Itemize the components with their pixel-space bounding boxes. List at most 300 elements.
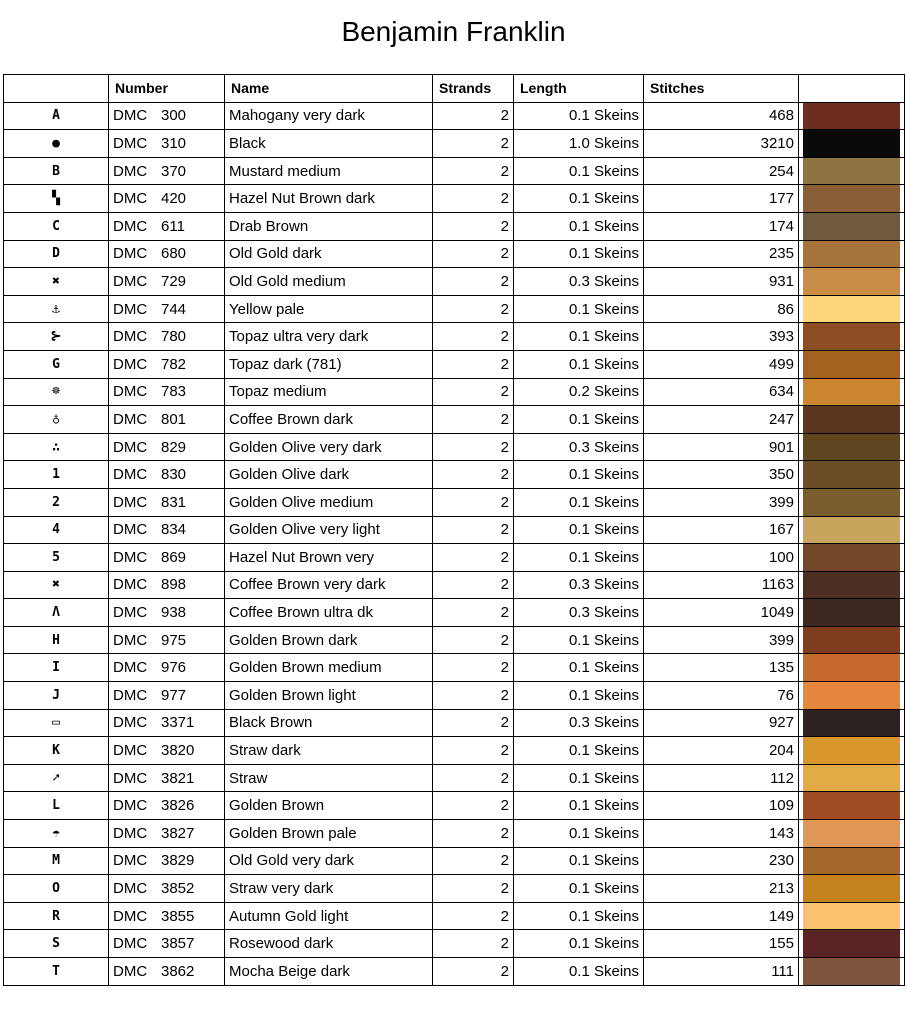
thread-brand: DMC	[113, 162, 148, 180]
table-row	[4, 654, 905, 682]
thread-code: 898	[161, 576, 187, 594]
length-value: 0.1 Skeins	[514, 930, 644, 958]
color-swatch-cell	[799, 406, 905, 434]
stitches-value: 109	[644, 792, 799, 820]
color-swatch-cell	[799, 930, 905, 958]
color-swatch	[803, 737, 900, 764]
thread-code: 783	[161, 383, 187, 401]
chart-symbol: ⚓	[4, 295, 109, 323]
length-value: 0.1 Skeins	[514, 792, 644, 820]
color-swatch-cell	[799, 792, 905, 820]
stitches-value: 254	[644, 157, 799, 185]
strands-value: 2	[433, 378, 514, 406]
chart-symbol: ▚	[4, 185, 109, 213]
stitches-value: 111	[644, 958, 799, 986]
color-swatch	[803, 820, 900, 847]
stitches-value: 1049	[644, 599, 799, 627]
thread-brand: DMC	[113, 880, 148, 898]
thread-code: 976	[161, 659, 187, 677]
thread-brand: DMC	[113, 659, 148, 677]
color-swatch	[803, 103, 900, 130]
thread-code: 977	[161, 686, 187, 704]
table-row	[4, 378, 905, 406]
chart-symbol: T	[4, 958, 109, 986]
color-swatch-cell	[799, 268, 905, 296]
table-row	[4, 461, 905, 489]
thread-name: Mahogany very dark	[225, 102, 433, 130]
stitches-value: 174	[644, 212, 799, 240]
stitches-value: 3210	[644, 130, 799, 158]
thread-number	[109, 875, 225, 903]
length-value: 0.3 Skeins	[514, 433, 644, 461]
thread-number	[109, 378, 225, 406]
table-row	[4, 820, 905, 848]
strands-value: 2	[433, 406, 514, 434]
thread-brand: DMC	[113, 134, 148, 152]
strands-value: 2	[433, 323, 514, 351]
thread-code: 3821	[161, 769, 195, 787]
table-row	[4, 902, 905, 930]
strands-value: 2	[433, 902, 514, 930]
thread-number	[109, 820, 225, 848]
color-swatch-cell	[799, 157, 905, 185]
table-row	[4, 792, 905, 820]
thread-number	[109, 516, 225, 544]
length-value: 0.1 Skeins	[514, 902, 644, 930]
chart-symbol: 1	[4, 461, 109, 489]
table-row	[4, 130, 905, 158]
stitches-value: 901	[644, 433, 799, 461]
thread-name: Old Gold medium	[225, 268, 433, 296]
thread-number	[109, 682, 225, 710]
length-value: 0.1 Skeins	[514, 185, 644, 213]
thread-name: Old Gold very dark	[225, 847, 433, 875]
stitches-value: 399	[644, 488, 799, 516]
thread-code: 310	[161, 134, 187, 152]
color-swatch	[803, 241, 900, 268]
strands-value: 2	[433, 516, 514, 544]
color-swatch-cell	[799, 516, 905, 544]
thread-number	[109, 930, 225, 958]
color-swatch	[803, 958, 900, 985]
strands-value: 2	[433, 102, 514, 130]
thread-code: 3862	[161, 962, 195, 980]
color-swatch-cell	[799, 433, 905, 461]
strands-value: 2	[433, 875, 514, 903]
color-swatch	[803, 682, 900, 709]
table-row	[4, 847, 905, 875]
stitches-value: 235	[644, 240, 799, 268]
color-swatch-cell	[799, 571, 905, 599]
thread-name: Drab Brown	[225, 212, 433, 240]
thread-name: Mocha Beige dark	[225, 958, 433, 986]
thread-name: Golden Olive very dark	[225, 433, 433, 461]
thread-name: Topaz dark (781)	[225, 350, 433, 378]
length-value: 0.1 Skeins	[514, 516, 644, 544]
thread-number	[109, 599, 225, 627]
color-swatch	[803, 517, 900, 544]
strands-value: 2	[433, 709, 514, 737]
thread-name: Old Gold dark	[225, 240, 433, 268]
thread-number	[109, 212, 225, 240]
thread-code: 3827	[161, 824, 195, 842]
table-row	[4, 350, 905, 378]
thread-code: 300	[161, 107, 187, 125]
thread-code: 3820	[161, 742, 195, 760]
strands-value: 2	[433, 930, 514, 958]
color-swatch	[803, 351, 900, 378]
length-value: 0.1 Skeins	[514, 958, 644, 986]
table-row	[4, 516, 905, 544]
thread-code: 975	[161, 631, 187, 649]
thread-brand: DMC	[113, 355, 148, 373]
color-swatch	[803, 379, 900, 406]
thread-brand: DMC	[113, 576, 148, 594]
chart-symbol: 5	[4, 544, 109, 572]
thread-brand: DMC	[113, 190, 148, 208]
stitches-value: 931	[644, 268, 799, 296]
thread-code: 729	[161, 272, 187, 290]
thread-code: 611	[161, 217, 185, 235]
chart-symbol: G	[4, 350, 109, 378]
length-value: 0.1 Skeins	[514, 323, 644, 351]
thread-name: Golden Brown	[225, 792, 433, 820]
stitches-value: 393	[644, 323, 799, 351]
thread-brand: DMC	[113, 438, 148, 456]
stitches-value: 1163	[644, 571, 799, 599]
thread-code: 420	[161, 190, 187, 208]
length-value: 1.0 Skeins	[514, 130, 644, 158]
thread-number	[109, 102, 225, 130]
color-swatch	[803, 875, 900, 902]
color-swatch-cell	[799, 488, 905, 516]
table-row	[4, 433, 905, 461]
strands-value: 2	[433, 958, 514, 986]
header-strands: Strands	[433, 75, 514, 103]
color-swatch-cell	[799, 820, 905, 848]
stitches-value: 149	[644, 902, 799, 930]
thread-brand: DMC	[113, 962, 148, 980]
length-value: 0.1 Skeins	[514, 295, 644, 323]
thread-brand: DMC	[113, 466, 148, 484]
length-value: 0.2 Skeins	[514, 378, 644, 406]
table-row	[4, 599, 905, 627]
thread-number	[109, 571, 225, 599]
length-value: 0.1 Skeins	[514, 737, 644, 765]
strands-value: 2	[433, 737, 514, 765]
thread-name: Yellow pale	[225, 295, 433, 323]
header-color	[799, 75, 905, 103]
color-swatch	[803, 130, 900, 157]
color-swatch	[803, 848, 900, 875]
thread-name: Topaz ultra very dark	[225, 323, 433, 351]
thread-code: 829	[161, 438, 187, 456]
header-symbol	[4, 75, 109, 103]
thread-code: 370	[161, 162, 187, 180]
thread-number	[109, 902, 225, 930]
color-swatch	[803, 296, 900, 323]
thread-number	[109, 626, 225, 654]
table-row	[4, 157, 905, 185]
strands-value: 2	[433, 626, 514, 654]
strands-value: 2	[433, 544, 514, 572]
color-swatch	[803, 158, 900, 185]
table-row	[4, 544, 905, 572]
thread-name: Golden Brown dark	[225, 626, 433, 654]
thread-number	[109, 350, 225, 378]
length-value: 0.1 Skeins	[514, 461, 644, 489]
chart-symbol: Λ	[4, 599, 109, 627]
thread-code: 834	[161, 521, 187, 539]
thread-brand: DMC	[113, 686, 148, 704]
stitches-value: 135	[644, 654, 799, 682]
thread-code: 831	[161, 493, 187, 511]
stitches-value: 634	[644, 378, 799, 406]
thread-legend-table	[3, 74, 905, 986]
color-swatch-cell	[799, 378, 905, 406]
strands-value: 2	[433, 682, 514, 710]
chart-symbol: ➚	[4, 764, 109, 792]
color-swatch-cell	[799, 102, 905, 130]
thread-code: 938	[161, 604, 187, 622]
color-swatch-cell	[799, 626, 905, 654]
thread-name: Golden Brown pale	[225, 820, 433, 848]
table-row	[4, 295, 905, 323]
chart-symbol: ∴	[4, 433, 109, 461]
thread-number	[109, 323, 225, 351]
table-row	[4, 212, 905, 240]
thread-code: 869	[161, 548, 187, 566]
color-swatch-cell	[799, 709, 905, 737]
color-swatch	[803, 710, 900, 737]
color-swatch-cell	[799, 847, 905, 875]
table-row	[4, 682, 905, 710]
table-row	[4, 102, 905, 130]
thread-brand: DMC	[113, 824, 148, 842]
color-swatch-cell	[799, 295, 905, 323]
color-swatch	[803, 765, 900, 792]
chart-symbol: ✖	[4, 268, 109, 296]
length-value: 0.1 Skeins	[514, 406, 644, 434]
chart-symbol: O	[4, 875, 109, 903]
color-swatch	[803, 572, 900, 599]
table-row	[4, 571, 905, 599]
chart-symbol: ⊱	[4, 323, 109, 351]
color-swatch-cell	[799, 185, 905, 213]
color-swatch-cell	[799, 240, 905, 268]
thread-code: 680	[161, 245, 187, 263]
color-swatch	[803, 434, 900, 461]
length-value: 0.1 Skeins	[514, 626, 644, 654]
header-name: Name	[225, 75, 433, 103]
thread-name: Black Brown	[225, 709, 433, 737]
page-title: Benjamin Franklin	[341, 16, 566, 47]
thread-number	[109, 185, 225, 213]
table-row	[4, 930, 905, 958]
thread-brand: DMC	[113, 493, 148, 511]
color-swatch	[803, 654, 900, 681]
thread-code: 3829	[161, 852, 195, 870]
color-swatch-cell	[799, 682, 905, 710]
stitches-value: 213	[644, 875, 799, 903]
header-number: Number	[109, 75, 225, 103]
color-swatch	[803, 489, 900, 516]
thread-brand: DMC	[113, 300, 148, 318]
thread-code: 3852	[161, 880, 195, 898]
thread-number	[109, 268, 225, 296]
length-value: 0.1 Skeins	[514, 682, 644, 710]
thread-brand: DMC	[113, 217, 148, 235]
thread-name: Straw	[225, 764, 433, 792]
chart-symbol: I	[4, 654, 109, 682]
color-swatch	[803, 599, 900, 626]
length-value: 0.3 Skeins	[514, 571, 644, 599]
strands-value: 2	[433, 820, 514, 848]
thread-brand: DMC	[113, 272, 148, 290]
thread-code: 3826	[161, 797, 195, 815]
thread-number	[109, 461, 225, 489]
strands-value: 2	[433, 654, 514, 682]
table-row	[4, 875, 905, 903]
color-swatch	[803, 903, 900, 930]
stitches-value: 177	[644, 185, 799, 213]
thread-number	[109, 847, 225, 875]
table-row	[4, 268, 905, 296]
length-value: 0.1 Skeins	[514, 212, 644, 240]
stitches-value: 143	[644, 820, 799, 848]
header-length: Length	[514, 75, 644, 103]
strands-value: 2	[433, 433, 514, 461]
stitches-value: 247	[644, 406, 799, 434]
thread-name: Mustard medium	[225, 157, 433, 185]
color-swatch-cell	[799, 323, 905, 351]
thread-brand: DMC	[113, 631, 148, 649]
chart-symbol: D	[4, 240, 109, 268]
thread-number	[109, 295, 225, 323]
stitches-value: 155	[644, 930, 799, 958]
thread-name: Straw dark	[225, 737, 433, 765]
stitches-value: 230	[644, 847, 799, 875]
thread-number	[109, 488, 225, 516]
table-row	[4, 406, 905, 434]
stitches-value: 927	[644, 709, 799, 737]
thread-name: Topaz medium	[225, 378, 433, 406]
thread-number	[109, 958, 225, 986]
table-row	[4, 709, 905, 737]
stitches-value: 76	[644, 682, 799, 710]
thread-brand: DMC	[113, 410, 148, 428]
thread-brand: DMC	[113, 548, 148, 566]
color-swatch-cell	[799, 764, 905, 792]
color-swatch	[803, 323, 900, 350]
color-swatch-cell	[799, 958, 905, 986]
table-row	[4, 185, 905, 213]
color-swatch-cell	[799, 212, 905, 240]
header-stitches: Stitches	[644, 75, 799, 103]
chart-symbol: L	[4, 792, 109, 820]
color-swatch-cell	[799, 544, 905, 572]
header-row	[4, 75, 905, 103]
stitches-value: 86	[644, 295, 799, 323]
thread-name: Golden Olive dark	[225, 461, 433, 489]
thread-brand: DMC	[113, 852, 148, 870]
length-value: 0.1 Skeins	[514, 488, 644, 516]
strands-value: 2	[433, 130, 514, 158]
thread-code: 801	[161, 410, 187, 428]
stitches-value: 350	[644, 461, 799, 489]
color-swatch-cell	[799, 461, 905, 489]
table-row	[4, 240, 905, 268]
stitches-value: 204	[644, 737, 799, 765]
thread-brand: DMC	[113, 714, 148, 732]
length-value: 0.1 Skeins	[514, 157, 644, 185]
thread-name: Hazel Nut Brown very	[225, 544, 433, 572]
strands-value: 2	[433, 461, 514, 489]
strands-value: 2	[433, 268, 514, 296]
stitches-value: 112	[644, 764, 799, 792]
thread-name: Black	[225, 130, 433, 158]
length-value: 0.3 Skeins	[514, 599, 644, 627]
thread-brand: DMC	[113, 245, 148, 263]
chart-symbol: J	[4, 682, 109, 710]
color-swatch	[803, 461, 900, 488]
strands-value: 2	[433, 599, 514, 627]
strands-value: 2	[433, 571, 514, 599]
strands-value: 2	[433, 488, 514, 516]
color-swatch	[803, 544, 900, 571]
chart-symbol: ♁	[4, 406, 109, 434]
stitches-value: 499	[644, 350, 799, 378]
thread-brand: DMC	[113, 769, 148, 787]
thread-number	[109, 130, 225, 158]
thread-code: 3855	[161, 907, 195, 925]
thread-number	[109, 709, 225, 737]
thread-number	[109, 737, 225, 765]
length-value: 0.1 Skeins	[514, 544, 644, 572]
chart-symbol: 2	[4, 488, 109, 516]
length-value: 0.1 Skeins	[514, 102, 644, 130]
color-swatch	[803, 268, 900, 295]
color-swatch	[803, 627, 900, 654]
chart-symbol: C	[4, 212, 109, 240]
strands-value: 2	[433, 847, 514, 875]
thread-brand: DMC	[113, 742, 148, 760]
thread-name: Golden Brown medium	[225, 654, 433, 682]
length-value: 0.1 Skeins	[514, 764, 644, 792]
color-swatch	[803, 213, 900, 240]
thread-brand: DMC	[113, 383, 148, 401]
stitches-value: 399	[644, 626, 799, 654]
color-swatch-cell	[799, 350, 905, 378]
length-value: 0.1 Skeins	[514, 654, 644, 682]
thread-name: Coffee Brown very dark	[225, 571, 433, 599]
thread-name: Coffee Brown ultra dk	[225, 599, 433, 627]
color-swatch-cell	[799, 737, 905, 765]
color-swatch-cell	[799, 654, 905, 682]
length-value: 0.1 Skeins	[514, 820, 644, 848]
length-value: 0.1 Skeins	[514, 350, 644, 378]
thread-number	[109, 240, 225, 268]
thread-name: Coffee Brown dark	[225, 406, 433, 434]
chart-symbol: B	[4, 157, 109, 185]
strands-value: 2	[433, 212, 514, 240]
thread-brand: DMC	[113, 907, 148, 925]
chart-symbol: ☸	[4, 378, 109, 406]
length-value: 0.1 Skeins	[514, 875, 644, 903]
length-value: 0.3 Skeins	[514, 709, 644, 737]
chart-symbol: ●	[4, 130, 109, 158]
table-row	[4, 488, 905, 516]
